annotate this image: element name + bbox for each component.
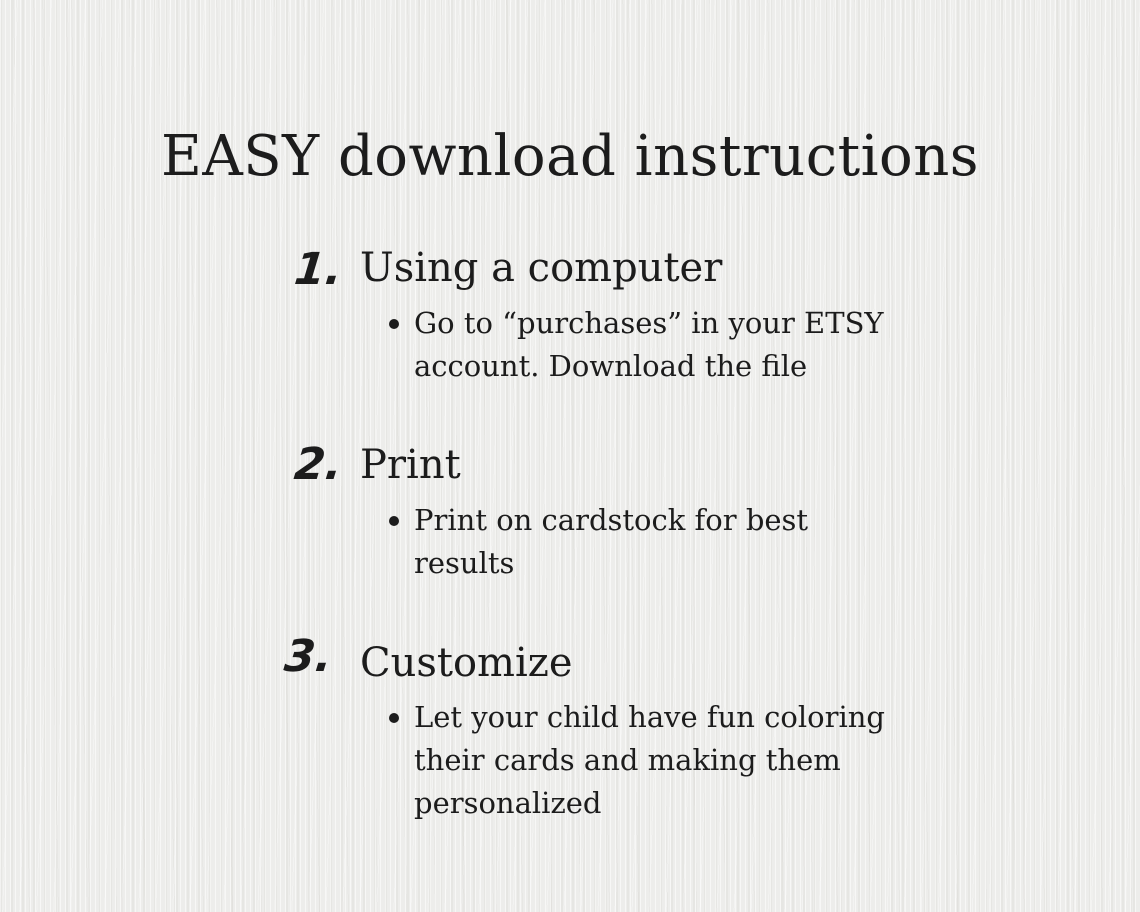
bullet-icon [389,713,399,723]
step-description-line: their cards and making them [414,743,841,777]
step-description [414,302,934,388]
page-title: EASY download instructions [160,124,980,189]
bullet-icon [389,516,399,526]
step-description-line: Let your child have fun coloring [414,700,885,734]
step-description-line: Go to “purchases” in your ETSY [414,306,884,340]
step-description [414,696,934,825]
step-heading: Customize [360,640,573,686]
step-number: 2. [292,439,345,490]
step-description [414,499,934,585]
step-heading: Using a computer [360,245,723,291]
step-description-line: account. Download the file [414,349,808,383]
bullet-icon [389,319,399,329]
step-heading: Print [360,442,461,488]
step-description-line: results [414,546,515,580]
step-description-line: Print on cardstock for best [414,503,809,537]
step-description-line: personalized [414,786,602,820]
step-number: 3. [282,631,335,682]
step-number: 1. [292,244,345,295]
